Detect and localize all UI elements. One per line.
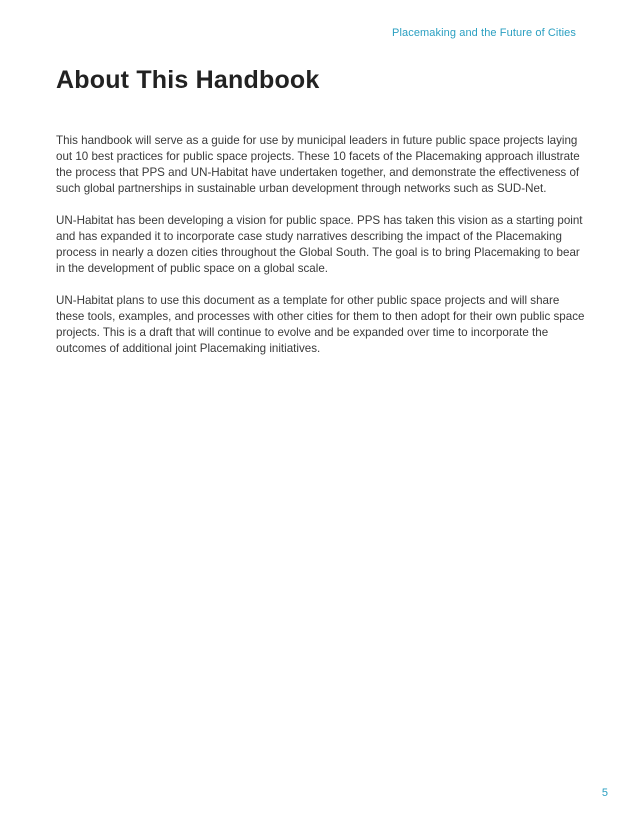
running-header: Placemaking and the Future of Cities: [392, 27, 576, 39]
paragraph-2: UN-Habitat has been developing a vision for public space. PPS has taken this vision as a starting point and has expanded it to incorporate case study narratives describing the impact of the Placemaking process in nearly a dozen cities throughout the Global South. The goal is to bring Placemaking to bear in the development of public space on a global scale.: [56, 214, 583, 275]
paragraph-3: UN-Habitat plans to use this document as a template for other public space projects and will share these tools, examples, and processes with other cities for them to then adopt for their own public space projects. This is a draft that will continue to evolve and be expanded over time to incorporate the outcomes of additional joint Placemaking initiatives.: [56, 294, 585, 355]
paragraph-1: This handbook will serve as a guide for use by municipal leaders in future public space projects laying out 10 best practices for public space projects. These 10 facets of the Placemaking approach illustrate the process that PPS and UN-Habitat have undertaken together, and demonstrate the effectiveness of such global partnerships in sustainable urban development through networks such as SUD-Net.: [56, 134, 580, 195]
body-text: [56, 133, 586, 373]
page-number: 5: [601, 787, 608, 799]
page-title: About This Handbook: [56, 66, 320, 94]
